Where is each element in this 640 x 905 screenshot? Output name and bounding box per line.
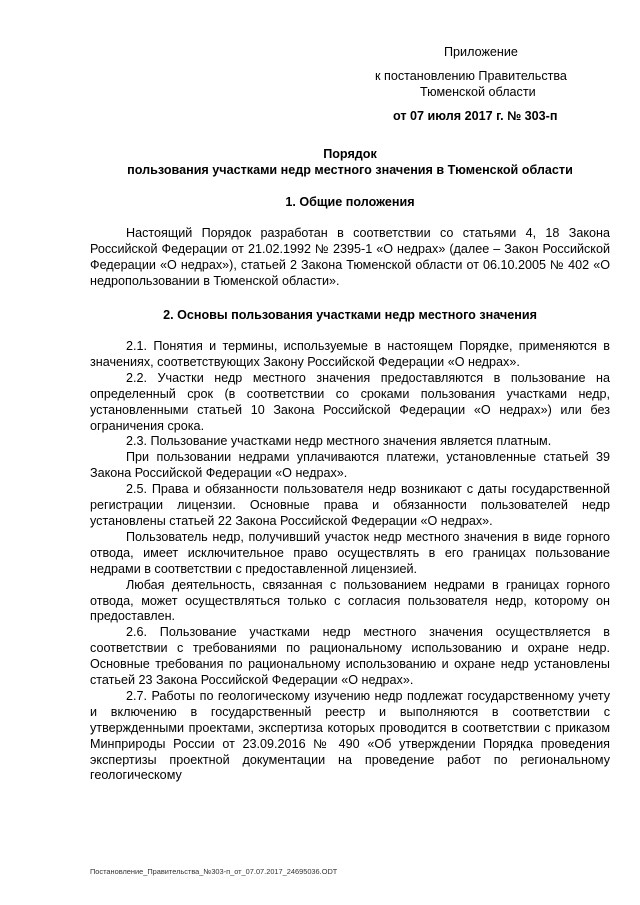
section-2-heading: 2. Основы пользования участками недр местного значения [163,308,537,322]
appendix-date-number: от 07 июля 2017 г. № 303-п [393,109,558,123]
appendix-label: Приложение [444,45,518,59]
paragraph: При пользовании недрами уплачиваются платежи, установленные статьей 39 Закона Российской Федерации «О недрах». [90,450,610,481]
paragraph: Любая деятельность, связанная с пользованием недрами в границах горного отвода, может осуществляться только с согласия пользователя недр, которому он предоставлен. [90,577,610,624]
document-subtitle: пользования участками недр местного значения в Тюменской области [127,163,573,177]
section-1-body [90,226,610,290]
file-footer: Постановление_Правительства_№303-п_от_07.07.2017_24695036.ODT [90,867,338,876]
paragraph: 2.7. Работы по геологическому изучению недр подлежат государственному учету и включению в государственный реестр и выполняются в соответствии с утвержденными проектами, экспертиза которых проводится в соответствии с приказом Минприроды России от 23.09.2016 № 490 «Об утверждении Порядка проведения экспертизы проектной документации на проведение работ по региональному геологическому [90,688,610,783]
paragraph: Пользователь недр, получивший участок недр местного значения в виде горного отвода, имеет исключительное право осуществлять в его границах пользование недрами в соответствии с предоставленной лицензией. [90,529,610,576]
appendix-decree-ref: к постановлению Правительства [375,69,567,83]
paragraph: Настоящий Порядок разработан в соответствии со статьями 4, 18 Закона Российской Федерации от 21.02.1992 № 2395-1 «О недрах» (далее – Закон Российской Федерации «О недрах»), статьей 2 Закона Тюменской области от 06.10.2005 № 402 «О недропользовании в Тюменской области». [90,226,610,288]
paragraph: 2.2. Участки недр местного значения предоставляются в пользование на определенный срок (в соответствии со сроками пользования участками недр, установленными статьей 10 Закона Российской Федерации «О недрах») или без ограничения срока. [90,370,610,433]
paragraph: 2.1. Понятия и термины, используемые в настоящем Порядке, применяются в значениях, соответствующих Закону Российской Федерации «О недрах». [90,339,610,369]
paragraph: 2.3. Пользование участками недр местного значения является платным. [126,434,552,449]
appendix-region: Тюменской области [420,85,536,99]
paragraph: 2.6. Пользование участками недр местного значения осуществляется в соответствии с требованиями по рациональному использованию и охране недр. Основные требования по рациональному использованию и охране недр установлены статьей 23 Закона Российской Федерации «О недрах». [90,625,610,688]
paragraph: 2.5. Права и обязанности пользователя недр возникают с даты государственной регистрации лицензии. Основные права и обязанности пользователей недр установлены статьей 22 Закона Российской Федерации «О недрах». [90,482,610,528]
section-2-body [90,339,610,784]
document-title: Порядок [323,147,377,161]
section-1-heading: 1. Общие положения [285,195,415,209]
appendix-header [372,44,602,124]
